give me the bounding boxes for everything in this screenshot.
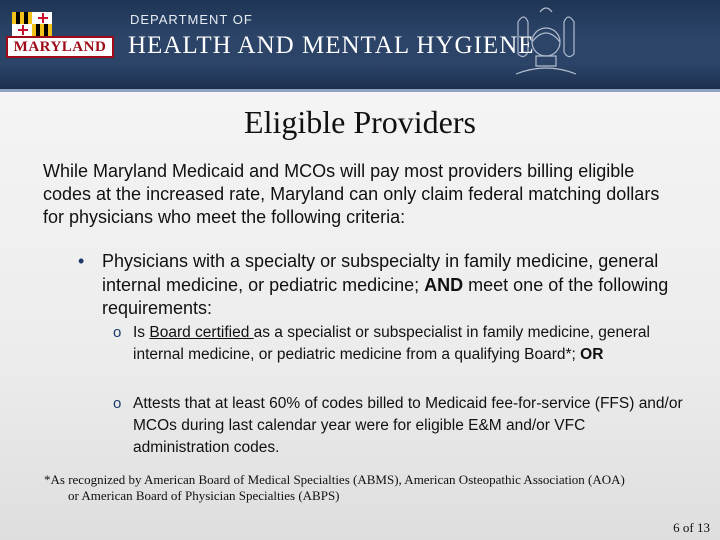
maryland-badge: MARYLAND [6, 36, 114, 58]
maryland-state-seal-icon [496, 4, 596, 90]
department-label: DEPARTMENT OF [130, 12, 253, 27]
department-name: HEALTH AND MENTAL HYGIENE [128, 32, 535, 59]
footnote-line-2: or American Board of Physician Specialties (ABPS) [68, 488, 340, 503]
board-certified-underlined: Board certified [149, 324, 254, 341]
sub-item-prefix: Is [133, 324, 150, 341]
footnote-line-1: *As recognized by American Board of Medical Specialties (ABMS), American Osteopathic Association (AOA) [44, 472, 625, 487]
bullet-and: AND [424, 274, 464, 295]
sub-item-text: Attests that at least 60% of codes billed to Medicaid fee-for-service (FFS) and/or MCOs during last calendar year were for eligible E&M and/or VFC administration codes. [133, 395, 683, 456]
bullet-text-tail: meet one of the following requirements: [102, 274, 669, 318]
header-banner [0, 0, 720, 92]
maryland-flag-icon [12, 12, 52, 36]
sub-marker: o [113, 324, 122, 341]
sub-marker: o [113, 395, 122, 412]
intro-paragraph: While Maryland Medicaid and MCOs will pay most providers billing eligible codes at the increased rate, Maryland can only claim federal matching dollars for physicians who meet the following criteria: [43, 161, 660, 227]
bullet-marker: • [78, 251, 85, 271]
sub-item-text [133, 322, 683, 366]
footnote [44, 472, 704, 504]
sub-item-or: OR [580, 346, 604, 363]
slide-title: Eligible Providers [244, 104, 476, 140]
sub-item-rest: as a specialist or subspecialist in family medicine, general internal medicine, or pediatric medicine from a qualifying Board*; [133, 324, 650, 363]
page-number: 6 of 13 [673, 520, 710, 535]
bullet-text [102, 250, 682, 321]
bullet-text-main: Physicians with a specialty or subspecialty in family medicine, general internal medicine, or pediatric medicine; [102, 251, 659, 295]
